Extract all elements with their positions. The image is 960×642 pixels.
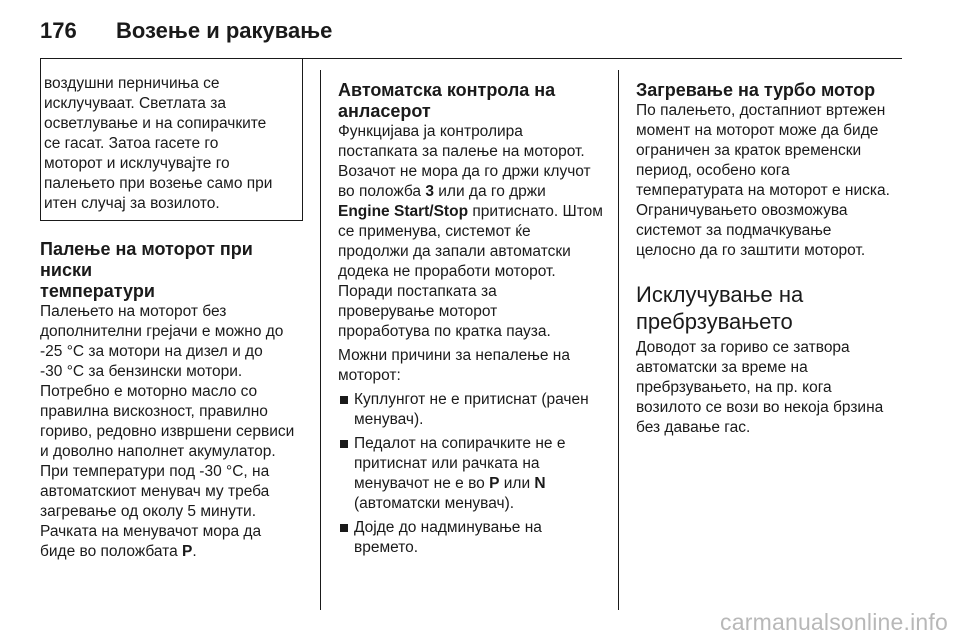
box-line: се гасат. Затоа гасете го bbox=[44, 135, 219, 152]
text-line: автоматскиот менувач му треба bbox=[40, 483, 270, 500]
text-line: При температури под -30 °C, на bbox=[40, 463, 270, 480]
text-line: и доволно наполнет акумулатор. bbox=[40, 443, 276, 460]
text-line bbox=[338, 202, 606, 222]
text-line: моторот: bbox=[338, 367, 401, 384]
box-line: палењето при возење само при bbox=[44, 175, 273, 192]
text-line: додека не проработи моторот. bbox=[338, 263, 556, 280]
text-line: целосно да го заштити моторот. bbox=[636, 242, 866, 259]
text-line bbox=[354, 474, 606, 494]
list-item bbox=[338, 390, 606, 430]
text-line: дополнителни грејачи е можно до bbox=[40, 323, 284, 340]
heading-line: пребрзувањето bbox=[636, 309, 793, 334]
box-line: осветлување и на сопирачките bbox=[44, 115, 267, 132]
autostart-paragraph bbox=[338, 122, 606, 342]
column-divider-2 bbox=[618, 70, 619, 610]
text-span: менувачот не е во bbox=[354, 475, 490, 492]
text-line: пребрзувањето, на пр. кога bbox=[636, 379, 832, 396]
warning-box bbox=[40, 58, 303, 221]
text-line: правилна вискозност, правилно bbox=[40, 403, 268, 420]
text-line: менувач). bbox=[354, 411, 424, 428]
text-line: системот за подмачкување bbox=[636, 222, 832, 239]
text-line bbox=[338, 182, 606, 202]
cold-start-paragraph bbox=[40, 302, 306, 562]
text-line: Куплунгот не е притиснат (рачен bbox=[354, 391, 589, 408]
list-item bbox=[338, 434, 606, 514]
overrun-paragraph bbox=[636, 338, 902, 438]
heading-line: анласерот bbox=[338, 101, 431, 121]
causes-paragraph bbox=[338, 346, 606, 386]
column-divider-1 bbox=[320, 70, 321, 610]
text-span: во положба bbox=[338, 183, 426, 200]
text-line: период, особено кога bbox=[636, 162, 790, 179]
list-item bbox=[338, 518, 606, 558]
section-heading-overrun bbox=[636, 281, 902, 335]
text-line: По палењето, достапниот вртежен bbox=[636, 102, 886, 119]
heading-line: температури bbox=[40, 281, 155, 301]
text-span: притиснато. Штом bbox=[468, 203, 603, 220]
text-line: температурата на моторот е ниска. bbox=[636, 182, 890, 199]
page-number: 176 bbox=[40, 18, 77, 43]
text-line: -25 °C за мотори на дизел и до bbox=[40, 343, 263, 360]
turbo-paragraph bbox=[636, 101, 902, 261]
text-span: или bbox=[499, 475, 535, 492]
text-line: без давање гас. bbox=[636, 419, 751, 436]
key-position-3: 3 bbox=[425, 183, 434, 200]
section-heading-turbo bbox=[636, 80, 902, 101]
text-line: Ограничувањето овозможува bbox=[636, 202, 848, 219]
text-line: -30 °C за бензински мотори. bbox=[40, 363, 243, 380]
box-line: моторот и исклучувајте го bbox=[44, 155, 230, 172]
text-line: Функцијава ја контролира bbox=[338, 123, 523, 140]
watermark: carmanualsonline.info bbox=[720, 609, 948, 635]
engine-start-stop-label: Engine Start/Stop bbox=[338, 203, 469, 220]
text-span: биде во положбата bbox=[40, 543, 183, 560]
text-line: Доводот за гориво се затвора bbox=[636, 339, 850, 356]
causes-list bbox=[338, 390, 606, 558]
heading-line: Исклучување на bbox=[636, 282, 804, 307]
text-line: загревање од околу 5 минути. bbox=[40, 503, 257, 520]
gear-position-n: N bbox=[534, 475, 546, 492]
text-line: времето. bbox=[354, 539, 419, 556]
text-line: притиснат или рачката на bbox=[354, 455, 540, 472]
text-line: Дојде до надминување на bbox=[354, 519, 542, 536]
text-line bbox=[40, 542, 306, 562]
gear-position-p: P bbox=[489, 475, 500, 492]
text-line: Потребно е моторно масло со bbox=[40, 383, 258, 400]
text-line: (автоматски менувач). bbox=[354, 495, 515, 512]
text-span: . bbox=[192, 543, 197, 560]
text-line: момент на моторот може да биде bbox=[636, 122, 879, 139]
text-line: се применува, системот ќе bbox=[338, 223, 531, 240]
section-heading-autostart bbox=[338, 80, 606, 122]
heading-line: Автоматска контрола на bbox=[338, 80, 556, 100]
column-1 bbox=[40, 70, 306, 562]
heading-line: Загревање на турбо мотор bbox=[636, 80, 876, 100]
text-line: Педалот на сопирачките не е bbox=[354, 435, 566, 452]
text-line: Можни причини за непалење на bbox=[338, 347, 570, 364]
box-line: итен случај за возилото. bbox=[44, 195, 220, 212]
gear-position-p: P bbox=[182, 543, 193, 560]
text-line: гориво, редовно извршени сервиси bbox=[40, 423, 295, 440]
text-line: Палењето на моторот без bbox=[40, 303, 227, 320]
box-line: исклучуваат. Светлата за bbox=[44, 95, 226, 112]
section-heading-cold-start bbox=[40, 239, 306, 302]
box-line: воздушни перничиња се bbox=[44, 75, 220, 92]
page-title: Возење и ракување bbox=[116, 18, 333, 43]
heading-line: Палење на моторот при ниски bbox=[40, 239, 253, 280]
text-span: или да го држи bbox=[433, 183, 546, 200]
text-line: продолжи да запали автоматски bbox=[338, 243, 571, 260]
text-line: постапката за палење на моторот. bbox=[338, 143, 585, 160]
text-line: Рачката на менувачот мора да bbox=[40, 523, 262, 540]
text-line: ограничен за краток временски bbox=[636, 142, 862, 159]
text-line: проверување моторот bbox=[338, 303, 498, 320]
text-line: Поради постапката за bbox=[338, 283, 497, 300]
text-line: автоматски за време на bbox=[636, 359, 808, 376]
column-3 bbox=[636, 70, 902, 438]
page-header bbox=[40, 18, 902, 44]
text-line: проработува по кратка пауза. bbox=[338, 323, 551, 340]
column-2 bbox=[338, 70, 606, 562]
text-line: Возачот не мора да го држи клучот bbox=[338, 163, 591, 180]
text-line: возилото се вози во некоја брзина bbox=[636, 399, 884, 416]
